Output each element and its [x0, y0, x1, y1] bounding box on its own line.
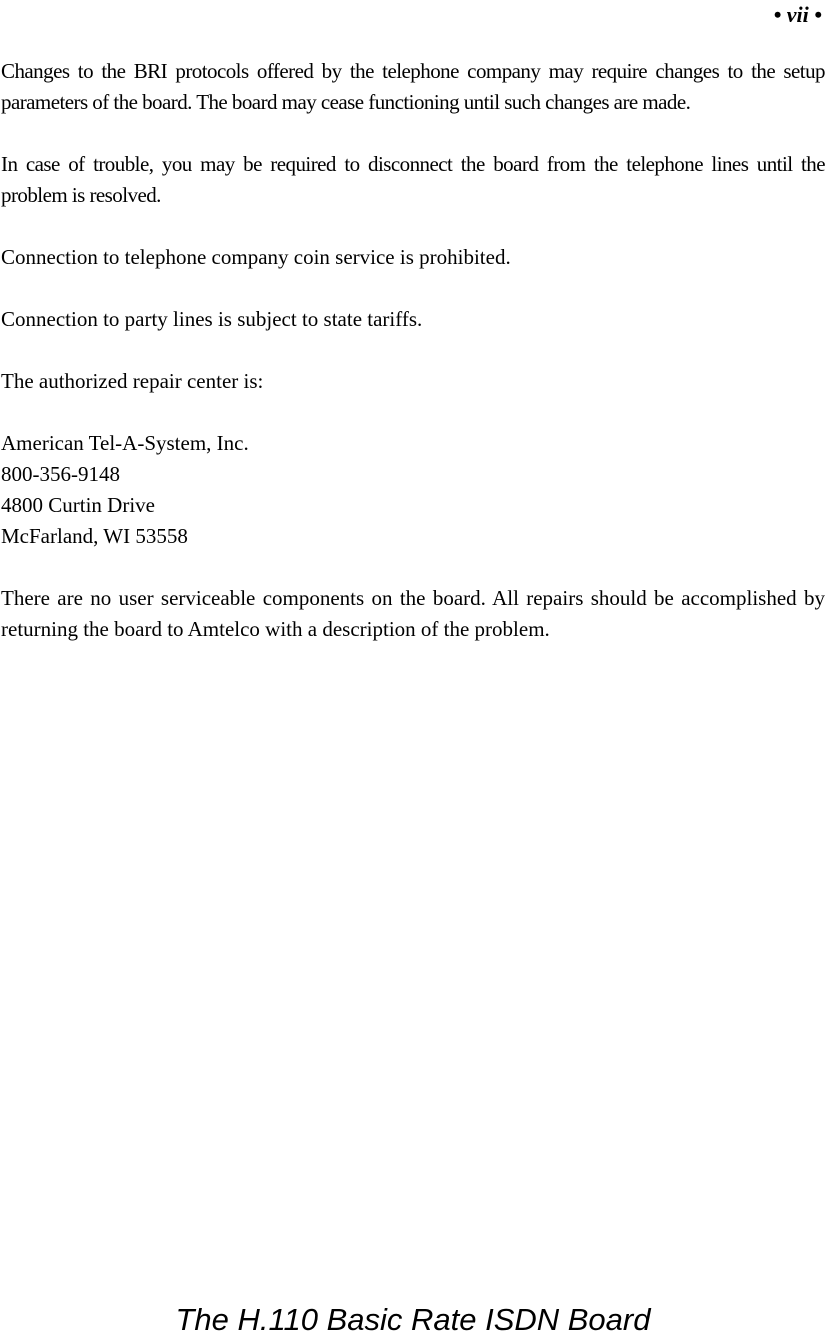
page-number: • vii • — [773, 2, 822, 27]
paragraph-bri-protocol-changes: Changes to the BRI protocols offered by the telephone company may require changes to the setup parameters of the board. The board may cease functioning until such changes are made. — [1, 59, 825, 114]
address-city-state-zip: McFarland, WI 53558 — [1, 524, 188, 548]
address-phone: 800-356-9148 — [1, 462, 120, 486]
footer-title: The H.110 Basic Rate ISDN Board — [175, 1302, 651, 1337]
document-body — [1, 56, 825, 676]
paragraph-party-lines: Connection to party lines is subject to state tariffs. — [1, 307, 423, 331]
address-company: American Tel-A-System, Inc. — [1, 431, 249, 455]
repair-center-address — [1, 428, 825, 552]
paragraph-no-serviceable-components: There are no user serviceable components on the board. All repairs should be accomplished by returning the board to Amtelco with a description of the problem. — [1, 586, 825, 641]
paragraph-trouble-disconnect: In case of trouble, you may be required to disconnect the board from the telephone lines until the problem is resolved. — [1, 152, 825, 207]
address-street: 4800 Curtin Drive — [1, 493, 155, 517]
paragraph-repair-center-intro: The authorized repair center is: — [1, 369, 264, 393]
paragraph-coin-service: Connection to telephone company coin service is prohibited. — [1, 245, 511, 269]
